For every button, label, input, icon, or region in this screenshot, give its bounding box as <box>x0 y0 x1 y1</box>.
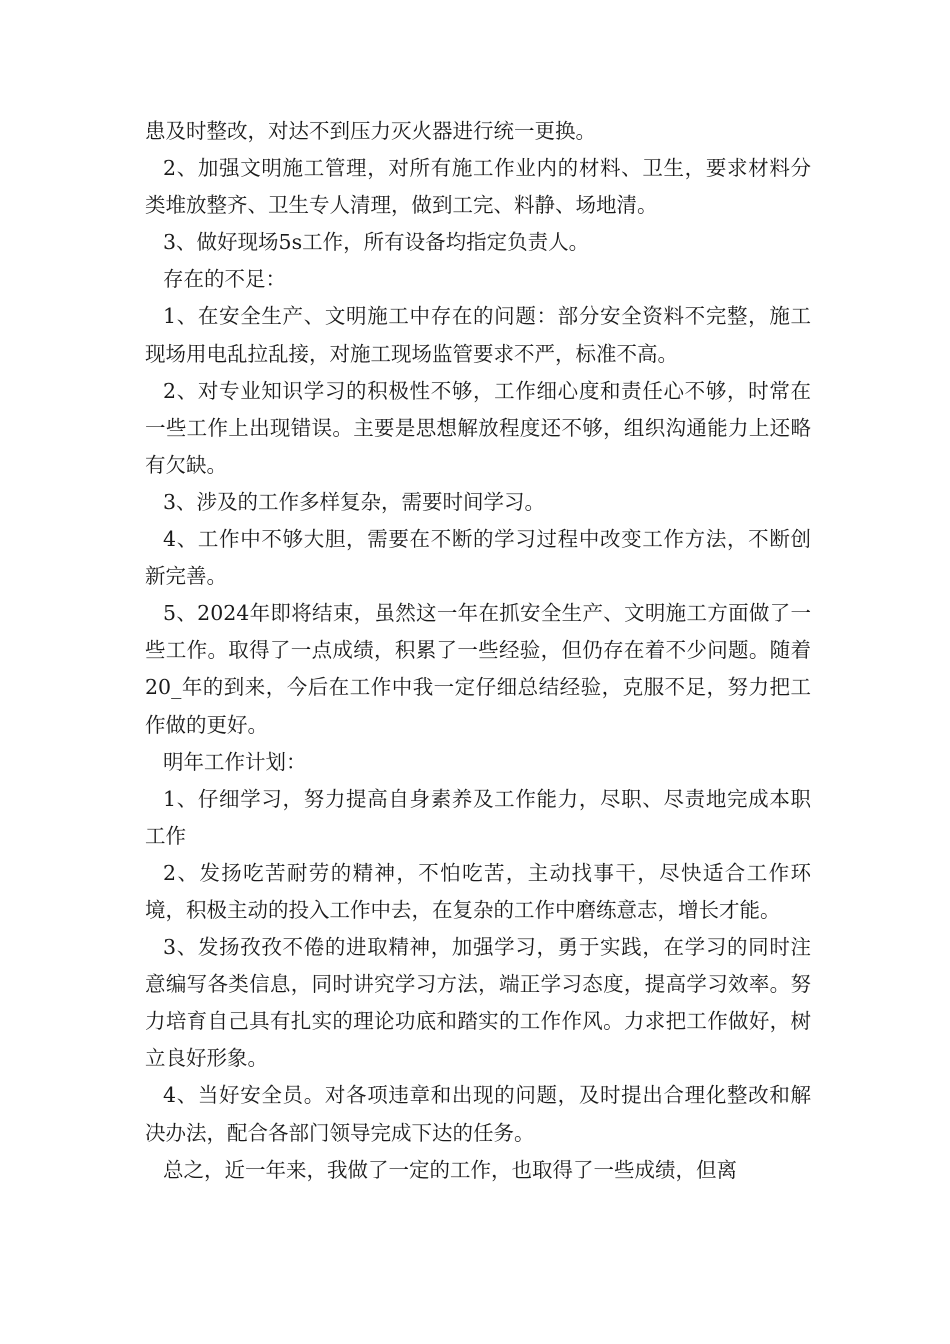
paragraph-shortcoming-4: 4、工作中不够大胆，需要在不断的学习过程中改变工作方法，不断创新完善。 <box>145 527 811 589</box>
paragraph-shortcoming-3: 3、涉及的工作多样复杂，需要时间学习。 <box>163 489 546 514</box>
paragraph-plan-1: 1、仔细学习，努力提高自身素养及工作能力，尽职、尽责地完成本职工作 <box>145 786 811 848</box>
paragraph-summary: 总之，近一年来，我做了一定的工作，也取得了一些成绩，但离 <box>163 1157 737 1182</box>
paragraph-shortcoming-2: 2、对专业知识学习的积极性不够，工作细心度和责任心不够，时常在一些工作上出现错误。主要是思想解放程度还不够，组织沟通能力上还略有欠缺。 <box>145 378 811 477</box>
paragraph-shortcoming-5: 5、2024年即将结束，虽然这一年在抓安全生产、文明施工方面做了一些工作。取得了一点成绩，积累了一些经验，但仍存在着不少问题。随着20_年的到来，今后在工作中我一定仔细总结经验，克服不足，努力把工作做的更好。 <box>145 601 811 737</box>
paragraph-plan-3: 3、发扬孜孜不倦的进取精神，加强学习，勇于实践，在学习的同时注意编写各类信息，同时讲究学习方法，端正学习态度，提高学习效率。努力培育自己具有扎实的理论功底和踏实的工作作风。力求把工作做好，树立良好形象。 <box>145 935 811 1071</box>
section-heading-next-year-plan: 明年工作计划： <box>163 749 307 774</box>
paragraph-item-5s: 3、做好现场5s工作，所有设备均指定负责人。 <box>163 230 590 255</box>
paragraph-item-civilized-construction: 2、加强文明施工管理，对所有施工作业内的材料、卫生，要求材料分类堆放整齐、卫生专人清理，做到工完、料静、场地清。 <box>145 156 811 218</box>
section-heading-shortcomings: 存在的不足： <box>163 267 286 292</box>
document-body <box>145 113 811 1189</box>
paragraph-continuation: 患及时整改，对达不到压力灭火器进行统一更换。 <box>145 119 596 143</box>
paragraph-plan-2: 2、发扬吃苦耐劳的精神，不怕吃苦，主动找事干，尽快适合工作环境，积极主动的投入工作中去，在复杂的工作中磨练意志，增长才能。 <box>145 860 811 922</box>
paragraph-shortcoming-1: 1、在安全生产、文明施工中存在的问题：部分安全资料不完整，施工现场用电乱拉乱接，对施工现场监管要求不严，标准不高。 <box>145 304 811 366</box>
paragraph-plan-4: 4、当好安全员。对各项违章和出现的问题，及时提出合理化整改和解决办法，配合各部门领导完成下达的任务。 <box>145 1083 811 1145</box>
